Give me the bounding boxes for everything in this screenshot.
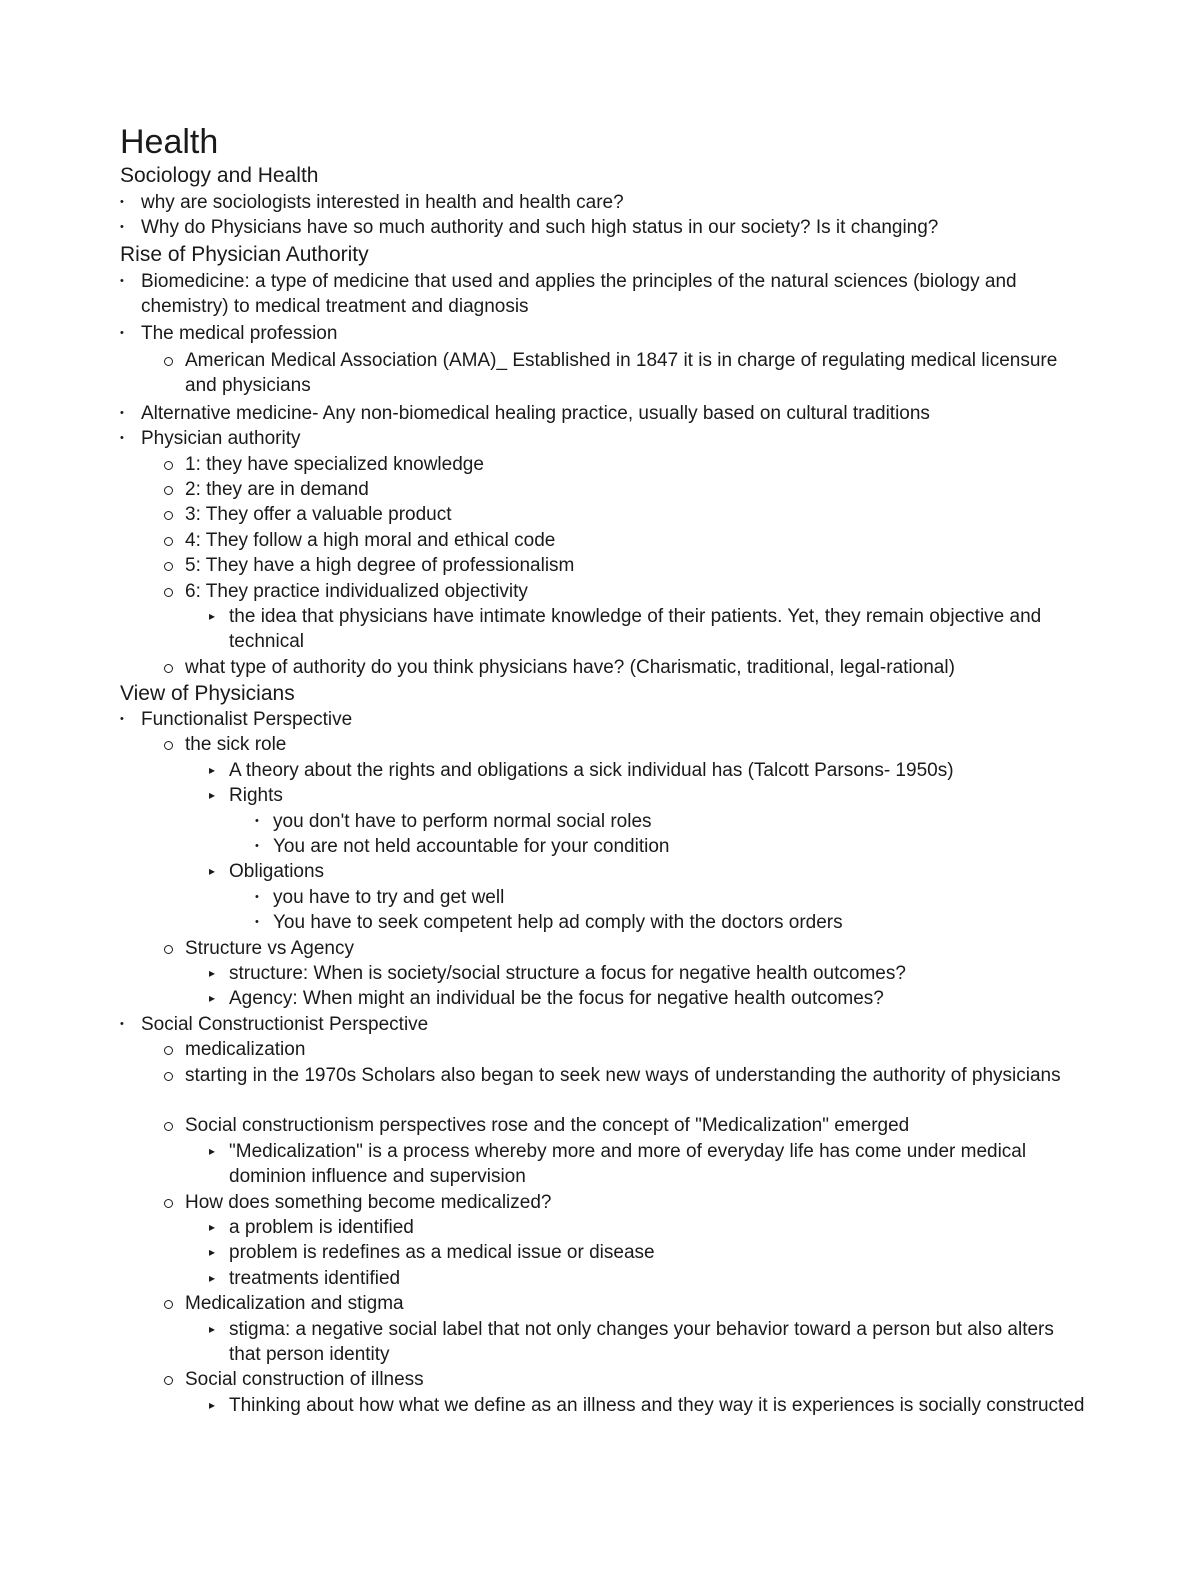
list-item-text: Social constructionism perspectives rose and the concept of "Medicalization" emerged — [185, 1115, 910, 1136]
list-item — [141, 321, 1085, 346]
list-item-text: Rights — [229, 785, 283, 806]
list-item-text: 5: They have a high degree of professionalism — [185, 555, 575, 576]
list-item-text: Agency: When might an individual be the focus for negative health outcomes? — [229, 988, 884, 1009]
list-item-text: stigma: a negative social label that not only changes your behavior toward a person but also alters that person identity — [229, 1319, 1054, 1366]
list-item-text: 6: They practice individualized objectivity — [185, 581, 528, 602]
list-item-text: You are not held accountable for your condition — [273, 836, 670, 857]
list-item-text: the idea that physicians have intimate knowledge of their patients. Yet, they remain objective and technical — [229, 606, 1042, 653]
document-title: Health — [120, 123, 219, 161]
list-item — [185, 1063, 1085, 1088]
section-heading: Sociology and Health — [120, 164, 319, 187]
list-item-text: American Medical Association (AMA)_ Established in 1847 it is in charge of regulating medical licensure and physicians — [185, 350, 1058, 397]
list-item-text: structure: When is society/social structure a focus for negative health outcomes? — [229, 963, 906, 984]
list-item-text: How does something become medicalized? — [185, 1192, 552, 1213]
list-item-text: Obligations — [229, 861, 325, 882]
list-item-text: You have to seek competent help ad comply with the doctors orders — [273, 912, 843, 933]
list-item-text: Social Constructionist Perspective — [141, 1014, 429, 1035]
list-item — [229, 1266, 1085, 1291]
list-item — [141, 401, 1085, 426]
list-item-text: 3: They offer a valuable product — [185, 504, 452, 525]
list-item-text: Thinking about how what we define as an illness and they way it is experiences is socially constructed — [229, 1395, 1085, 1416]
list-item-text: the sick role — [185, 734, 287, 755]
list-item — [185, 348, 1085, 399]
list-item-text: Functionalist Perspective — [141, 709, 353, 730]
list-item — [273, 834, 1085, 859]
list-item — [141, 1012, 1085, 1037]
list-item — [185, 502, 1085, 527]
list-item-text: you don't have to perform normal social roles — [273, 811, 652, 832]
list-item — [185, 553, 1085, 578]
list-item-text: problem is redefines as a medical issue or disease — [229, 1242, 655, 1263]
list-item — [185, 1037, 1085, 1062]
section-heading: Rise of Physician Authority — [120, 243, 369, 266]
list-item-text: treatments identified — [229, 1268, 401, 1289]
list-item — [229, 758, 1085, 783]
list-item-text: why are sociologists interested in health and health care? — [141, 192, 624, 213]
list-item-text: starting in the 1970s Scholars also began to seek new ways of understanding the authority of physicians — [185, 1065, 1061, 1086]
list-item-text: Structure vs Agency — [185, 938, 354, 959]
list-item — [229, 961, 1085, 986]
list-item-text: Physician authority — [141, 428, 301, 449]
list-item — [141, 707, 1085, 732]
section-heading: View of Physicians — [120, 682, 295, 705]
list-item-text: Social construction of illness — [185, 1369, 424, 1390]
list-item-text: a problem is identified — [229, 1217, 414, 1238]
list-item — [185, 1113, 1085, 1138]
list-item — [185, 655, 1085, 680]
list-item — [185, 1190, 1085, 1215]
list-item — [141, 426, 1085, 451]
list-item-text: A theory about the rights and obligations a sick individual has (Talcott Parsons- 1950s) — [229, 760, 954, 781]
list-item — [273, 885, 1085, 910]
list-item-text: "Medicalization" is a process whereby more and more of everyday life has come under medical dominion influence and supervision — [229, 1141, 1027, 1188]
list-item — [273, 910, 1085, 935]
list-item-text: 4: They follow a high moral and ethical code — [185, 530, 556, 551]
list-item-text: Alternative medicine- Any non-biomedical healing practice, usually based on cultural traditions — [141, 403, 930, 424]
list-item — [185, 936, 1085, 961]
list-item — [273, 809, 1085, 834]
list-item — [185, 579, 1085, 604]
list-item-text: 1: they have specialized knowledge — [185, 454, 484, 475]
list-item-text: you have to try and get well — [273, 887, 505, 908]
list-item-text: Medicalization and stigma — [185, 1293, 404, 1314]
list-item-text: Biomedicine: a type of medicine that used and applies the principles of the natural sciences (biology and chemistry) to medical treatment and diagnosis — [141, 271, 1017, 318]
list-item-text: what type of authority do you think physicians have? (Charismatic, traditional, legal-rational) — [185, 657, 955, 678]
list-item — [229, 859, 1085, 884]
list-item — [141, 215, 1085, 240]
list-item — [141, 269, 1085, 320]
list-item — [229, 783, 1085, 808]
list-item — [185, 1367, 1085, 1392]
list-item-text: The medical profession — [141, 323, 338, 344]
list-item — [185, 732, 1085, 757]
list-item — [229, 1393, 1085, 1418]
list-item — [185, 452, 1085, 477]
list-item — [229, 604, 1085, 655]
list-item-text: Why do Physicians have so much authority and such high status in our society? Is it changing? — [141, 217, 939, 238]
list-item — [229, 1317, 1085, 1368]
list-item — [185, 477, 1085, 502]
list-item — [185, 1291, 1085, 1316]
list-item — [141, 190, 1085, 215]
list-item — [229, 1139, 1085, 1190]
list-item — [185, 528, 1085, 553]
list-item-text: medicalization — [185, 1039, 306, 1060]
list-item — [229, 1215, 1085, 1240]
list-item — [229, 1240, 1085, 1265]
list-item-text: 2: they are in demand — [185, 479, 369, 500]
list-item — [229, 986, 1085, 1011]
